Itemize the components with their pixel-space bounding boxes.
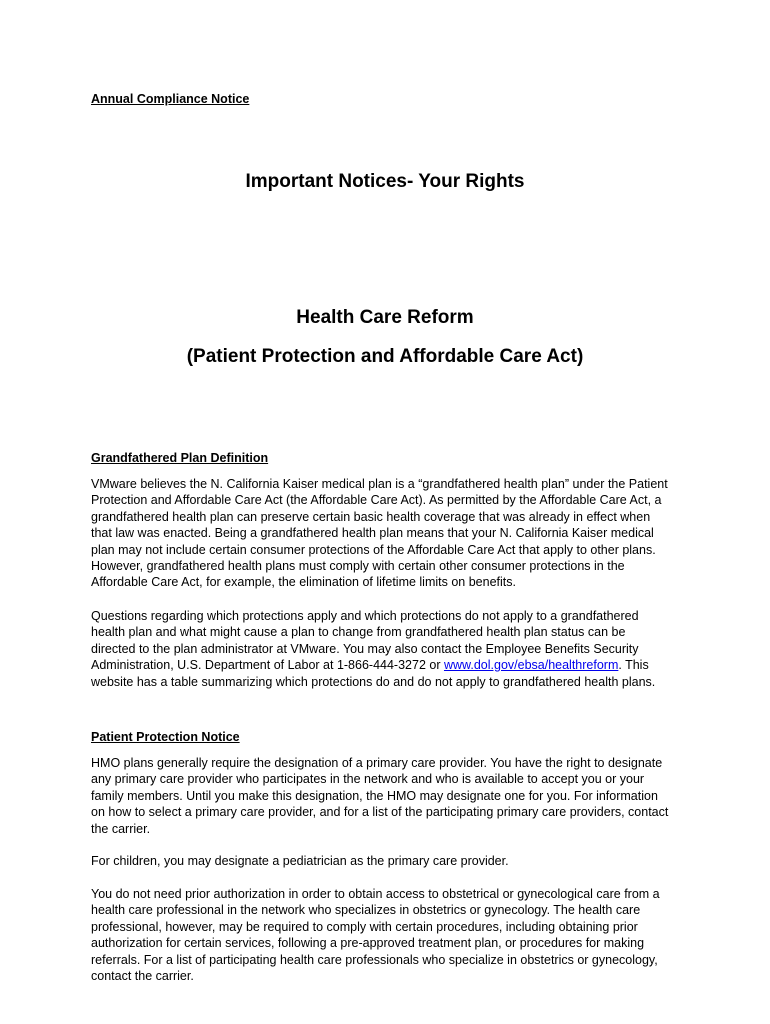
paragraph-line: health care professional in the network who specializes in obstetrics or gynecology. The health care	[91, 903, 641, 918]
paragraph-line: directed to the plan administrator at VMware. You may also contact the Employee Benefits Security	[91, 641, 639, 656]
paragraph-line: referrals. For a list of participating health care professionals who specialize in obstetrics or gynecology,	[91, 952, 658, 967]
paragraph-line: grandfathered health plan can preserve certain basic health coverage that was already in effect when	[91, 509, 651, 524]
grandfathered-paragraph-1	[91, 476, 741, 591]
line-text: . This	[618, 658, 649, 673]
paragraph-line: However, grandfathered health plans must comply with certain other consumer protections in the	[91, 559, 625, 574]
paragraph-line: plan may not include certain consumer protections of the Affordable Care Act that apply to other plans.	[91, 542, 656, 557]
paragraph-line: contact the carrier.	[91, 969, 194, 984]
paragraph-line: professional, however, may be required to comply with certain procedures, including obtaining prior	[91, 919, 638, 934]
patient-protection-heading: Patient Protection Notice	[91, 730, 240, 744]
dol-healthreform-link[interactable]: www.dol.gov/ebsa/healthreform	[443, 658, 619, 673]
paragraph-line: For children, you may designate a pediatrician as the primary care provider.	[91, 854, 509, 868]
patient-protection-paragraph-2	[91, 853, 741, 869]
paragraph-line: the carrier.	[91, 821, 151, 836]
paragraph-line: any primary care provider who participates in the network and who is available to accept you or your	[91, 772, 645, 787]
line-text: Administration, U.S. Department of Labor at 1-866-444-3272 or	[91, 658, 444, 673]
page-title: Important Notices- Your Rights	[245, 171, 525, 192]
annual-compliance-notice-label: Annual Compliance Notice	[91, 92, 250, 106]
paragraph-line: Affordable Care Act, for example, the elimination of lifetime limits on benefits.	[91, 575, 516, 590]
paragraph-line	[91, 657, 741, 673]
grandfathered-paragraph-2	[91, 608, 741, 690]
paragraph-line: authorization for certain services, following a pre-approved treatment plan, or procedures for making	[91, 936, 645, 951]
paragraph-line: Questions regarding which protections apply and which protections do not apply to a grandfathered	[91, 609, 639, 623]
section-subtitle-ppaca: (Patient Protection and Affordable Care Act)	[186, 346, 584, 367]
paragraph-line: HMO plans generally require the designation of a primary care provider. You have the right to designate	[91, 756, 663, 770]
paragraph-line: that law was enacted. Being a grandfathered health plan means that your N. California Kaiser medical	[91, 526, 654, 541]
grandfathered-plan-heading: Grandfathered Plan Definition	[91, 451, 269, 465]
patient-protection-paragraph-1	[91, 755, 741, 837]
patient-protection-paragraph-3	[91, 886, 741, 984]
paragraph-line: website has a table summarizing which protections do and do not apply to grandfathered health plans.	[91, 674, 656, 689]
paragraph-line: You do not need prior authorization in order to obtain access to obstetrical or gynecological care from a	[91, 887, 660, 901]
paragraph-line: on how to select a primary care provider, and for a list of the participating primary care providers, contact	[91, 805, 669, 820]
paragraph-line: VMware believes the N. California Kaiser medical plan is a “grandfathered health plan” under the Patient	[91, 477, 668, 491]
paragraph-line: Protection and Affordable Care Act (the Affordable Care Act). As permitted by the Affordable Care Act, a	[91, 493, 662, 508]
paragraph-line: health plan and what might cause a plan to change from grandfathered health plan status can be	[91, 625, 626, 640]
paragraph-line: family members. Until you make this designation, the HMO may designate one for you. For information	[91, 788, 658, 803]
section-title-health-care-reform: Health Care Reform	[296, 307, 474, 328]
